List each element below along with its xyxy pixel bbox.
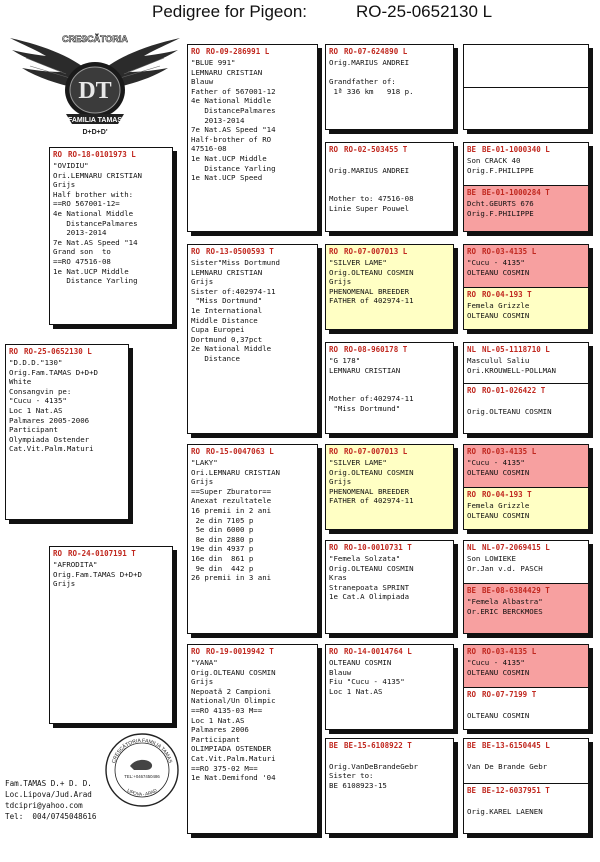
logo-initials: DT bbox=[78, 78, 112, 104]
pigeon-pair-4 bbox=[463, 342, 589, 434]
pigeon-card-g8: RO RO-01-026422 T Orig.OLTEANU COSMIN bbox=[467, 386, 552, 416]
pigeon-card-g3: BE BE-01-1000340 L Son CRACK 40 Orig.F.PHILIPPE bbox=[464, 143, 588, 186]
pigeon-card-g15: BE BE-13-6150445 L Van De Brande Gebr bbox=[464, 739, 588, 784]
pigeon-card-sds: RO RO-07-007013 L "SILVER LAME" Orig.OLTEANU COSMIN Grijs PHENOMENAL BREEDER FATHER of 402974-11 bbox=[325, 244, 454, 330]
pigeon-card-ds: RO RO-15-0047063 L "LAKY" Ori.LEMNARU CRISTIAN Grijs ==Super Zburator== Anexat rezultatele 16 premii in 2 ani 2e din 7105 p 5e din 6000 p 8e din 2880 p 19e din 4937 p 16e din 861 p 9e din 442 p 26 premii in 3 ani bbox=[187, 444, 318, 634]
pigeon-card-ddd: BE BE-15-6108922 T Orig.VanDeBrandeGebr Sister to: BE 6108923-15 bbox=[325, 738, 454, 834]
info-sire: "OVIDIU" Ori.LEMNARU CRISTIAN Grijs Half brother with: ==RO 567001-12= 4e National Middle DistancePalmares 2013-2014 7e Nat.AS Speed "14 Grand son to ==RO 47516-08 1e Nat.UCP Middle Distance Yarling bbox=[53, 161, 142, 286]
pigeon-card-subject bbox=[5, 344, 129, 520]
pigeon-card-g9: RO RO-03-4135 L "Cucu - 4135" OLTEANU COSMIN bbox=[464, 445, 588, 488]
loft-stamp bbox=[104, 732, 180, 808]
stamp-bottom-text: LIPOVA - ARAD bbox=[126, 787, 158, 797]
pigeon-card-sire: RO RO-18-0101973 L "OVIDIU" Ori.LEMNARU CRISTIAN Grijs Half brother with: ==RO 567001-12= 4e National Middle DistancePalmares 2013-2014 7e Nat.AS Speed "14 Grand son to ==RO 47516-08 1e Nat.UCP Middle Distance Yarling bbox=[49, 147, 173, 325]
pigeon-card-ss: RO RO-09-286991 L "BLUE 991" LEMNARU CRISTIAN Blauw Father of 567001-12 4e National Middle DistancePalmares 2013-2014 7e Nat.AS Speed "14 Half-brother of RO 47516-08 1e Nat.UCP Middle Distance Yarling 1e Nat.UCP Speed bbox=[187, 44, 318, 232]
header-label: Pedigree for Pigeon: bbox=[152, 2, 307, 21]
pigeon-card-sss: RO RO-07-624890 L Orig.MARIUS ANDREI Grandfather of: 1ª 336 km 918 p. bbox=[325, 44, 454, 130]
header-ring-number: RO-25-0652130 L bbox=[356, 2, 493, 21]
pigeon-card-g6: RO RO-04-193 T Femela Grizzle OLTEANU COSMIN bbox=[467, 290, 532, 320]
pigeon-pair-6 bbox=[463, 540, 589, 634]
logo-line1: CRESCĂTORIA bbox=[62, 34, 128, 44]
info-dam: "AFRODITA" Orig.Fam.TAMAS D+D+D Grijs bbox=[53, 560, 142, 589]
stamp-top-text: CRESCĂTORIA FAMILIA TAMAS bbox=[110, 737, 174, 764]
pigeon-card-g2 bbox=[464, 88, 588, 100]
pigeon-card-g12: BE BE-08-6384429 T "Femela Albastra" Or.ERIC BERCKMOES bbox=[464, 584, 588, 634]
pigeon-card-g7: NL NL-05-1118710 L Masculul Saliu Ori.KROUWELL-POLLMAN bbox=[464, 343, 588, 384]
logo-line2: FAMILIA TAMAS bbox=[67, 117, 123, 124]
info-subject: "D.D.D."130" Orig.Fam.TAMAS D+D+D White Consangvin pe: "Cucu - 4135" Loc 1 Nat.AS Palmares 2005-2006 Participant Olympiada Ostender Cat.Vit.Palm.Maturi bbox=[9, 358, 98, 454]
pigeon-card-dsd: RO RO-10-0010731 T "Femela Solzata" Orig.OLTEANU COSMIN Kras Stranepoata SPRINT 1e Cat.A Olimpiada bbox=[325, 540, 454, 634]
ring-subject: RO RO-25-0652130 L bbox=[9, 347, 92, 356]
pigeon-card-g14: RO RO-07-7199 T OLTEANU COSMIN bbox=[467, 690, 537, 720]
pigeon-pair-1 bbox=[463, 44, 589, 130]
pigeon-card-dd: RO RO-19-0019942 T "YANA" Orig.OLTEANU COSMIN Grijs Nepoată 2 Campioni National/Un Olimpic ==RO 4135-03 M== Loc 1 Nat.AS Palmares 2006 Participant OLIMPIADA OSTENDER Cat.Vit.Palm.Maturi ==RO 375-02 M== 1e Nat.Demifond '04 bbox=[187, 644, 318, 834]
pigeon-card-dam: RO RO-24-0107191 T "AFRODITA" Orig.Fam.TAMAS D+D+D Grijs bbox=[49, 546, 173, 724]
pigeon-card-g4: BE BE-01-1000284 T Dcht.GEURTS 676 Orig.F.PHILIPPE bbox=[464, 186, 588, 232]
pigeon-card-g11: NL NL-07-2069415 L Son LOWIEKE Or.Jan v.d. PASCH bbox=[464, 541, 588, 584]
pigeon-card-dss: RO RO-07-007013 L "SILVER LAME" Orig.OLTEANU COSMIN Grijs PHENOMENAL BREEDER FATHER of 402974-11 bbox=[325, 444, 454, 530]
pigeon-pair-3 bbox=[463, 244, 589, 330]
pigeon-card-sdd: RO RO-08-960178 T "G 178" LEMNARU CRISTIAN Mother of:402974-11 "Miss Dortmund" bbox=[325, 342, 454, 434]
loft-logo bbox=[6, 28, 184, 140]
pigeon-card-g13: RO RO-03-4135 L "Cucu - 4135" OLTEANU COSMIN bbox=[464, 645, 588, 688]
pigeon-card-g10: RO RO-04-193 T Femela Grizzle OLTEANU COSMIN bbox=[467, 490, 532, 520]
breeder-contact: Fam.TAMAS D.+ D. D. Loc.Lipova/Jud.Arad tdcipri@yahoo.com Tel: 004/0745048616 bbox=[5, 779, 97, 821]
pigeon-pair-8 bbox=[463, 738, 589, 834]
pigeon-card-sd: RO RO-13-0500593 T Sister"Miss Dortmund LEMNARU CRISTIAN Grijs Sister of:402974-11 "Miss Dortmund" 1e International Middle Distance Cupa Europei Dortmund 0,37pct 2e National Middle Distance bbox=[187, 244, 318, 434]
pigeon-card-dds: RO RO-14-0014764 L OLTEANU COSMIN Blauw Fiu "Cucu - 4135" Loc 1 Nat.AS bbox=[325, 644, 454, 730]
pigeon-pair-2 bbox=[463, 142, 589, 232]
pigeon-card-g16: BE BE-12-6037951 T Orig.KAREL LAENEN bbox=[467, 786, 550, 816]
pigeon-pair-7 bbox=[463, 644, 589, 730]
pigeon-card-g1 bbox=[464, 45, 588, 88]
pigeon-pair-5 bbox=[463, 444, 589, 530]
stamp-tel: TEL:+0467450486 bbox=[124, 774, 160, 779]
pigeon-card-g5: RO RO-03-4135 L "Cucu - 4135" OLTEANU COSMIN bbox=[464, 245, 588, 288]
logo-line3: D+D+D' bbox=[82, 129, 108, 136]
pigeon-card-ssd: RO RO-02-503455 T Orig.MARIUS ANDREI Mother to: 47516-08 Linie Super Pouwel bbox=[325, 142, 454, 232]
